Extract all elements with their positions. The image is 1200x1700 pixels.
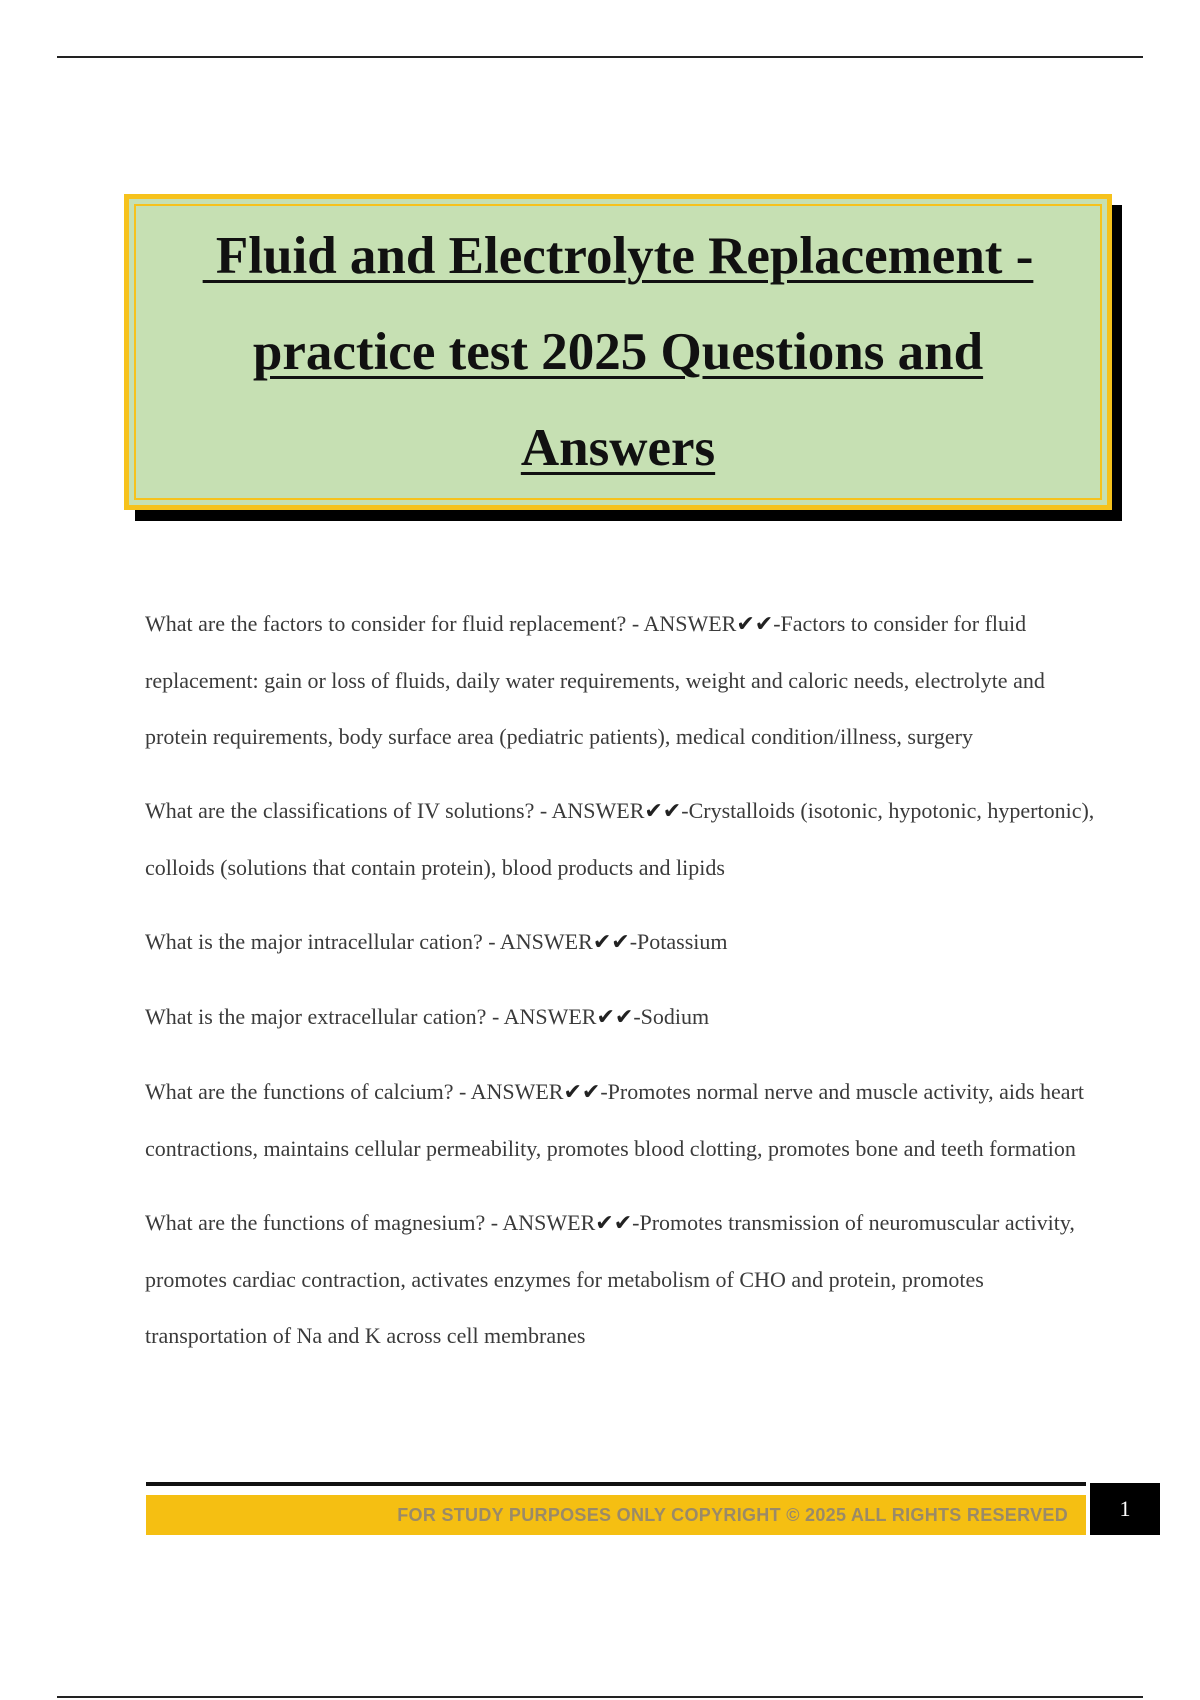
question-text: What is the major intracellular cation? - ANSWER — [145, 929, 593, 954]
footer-rule — [146, 1482, 1086, 1486]
top-rule — [57, 56, 1143, 58]
question-text: What are the functions of calcium? - ANSWER — [145, 1079, 564, 1104]
qa-item — [145, 989, 1095, 1046]
checkmark-icon: ✔✔ — [736, 612, 774, 637]
question-text: What are the classifications of IV solutions? - ANSWER — [145, 798, 645, 823]
qa-item — [145, 596, 1095, 765]
title-line-2: practice test 2025 Questions and — [252, 323, 984, 381]
answer-text: -Factors to consider for fluid replacement: gain or loss of fluids, daily water requirements, weight and caloric needs, electrolyte and protein requirements, body surface area (pediatric patients), medical condition/illness, surgery — [145, 611, 1045, 749]
copyright-notice: FOR STUDY PURPOSES ONLY COPYRIGHT © 2025 ALL RIGHTS RESERVED — [397, 1504, 1068, 1525]
answer-text: -Promotes normal nerve and muscle activity, aids heart contractions, maintains cellular permeability, promotes blood clotting, promotes bone and teeth formation — [145, 1079, 1085, 1161]
answer-text: -Potassium — [629, 929, 728, 954]
question-text: What is the major extracellular cation? - ANSWER — [145, 1004, 597, 1029]
title-line-1: Fluid and Electrolyte Replacement - — [202, 227, 1034, 285]
footer-bar — [146, 1495, 1086, 1535]
answer-text: -Crystalloids (isotonic, hypotonic, hypertonic), colloids (solutions that contain protein), blood products and lipids — [145, 798, 1095, 880]
checkmark-icon: ✔✔ — [596, 1005, 634, 1030]
qa-item — [145, 1064, 1095, 1177]
bottom-rule — [57, 1696, 1143, 1698]
question-text: What are the functions of magnesium? - ANSWER — [145, 1210, 596, 1235]
checkmark-icon: ✔✔ — [644, 799, 682, 824]
page-number: 1 — [1090, 1483, 1160, 1535]
qa-item — [145, 914, 1095, 971]
qa-item — [145, 783, 1095, 896]
title-box — [124, 194, 1112, 510]
qa-item — [145, 1195, 1095, 1364]
title-line-3: Answers — [520, 419, 716, 477]
qa-list — [145, 596, 1095, 1382]
question-text: What are the factors to consider for fluid replacement? - ANSWER — [145, 611, 737, 636]
checkmark-icon: ✔✔ — [595, 1211, 633, 1236]
answer-text: -Promotes transmission of neuromuscular activity, promotes cardiac contraction, activates enzymes for metabolism of CHO and protein, promotes transportation of Na and K across cell membranes — [145, 1210, 1075, 1348]
answer-text: -Sodium — [633, 1004, 710, 1029]
checkmark-icon: ✔✔ — [592, 930, 630, 955]
checkmark-icon: ✔✔ — [563, 1080, 601, 1105]
